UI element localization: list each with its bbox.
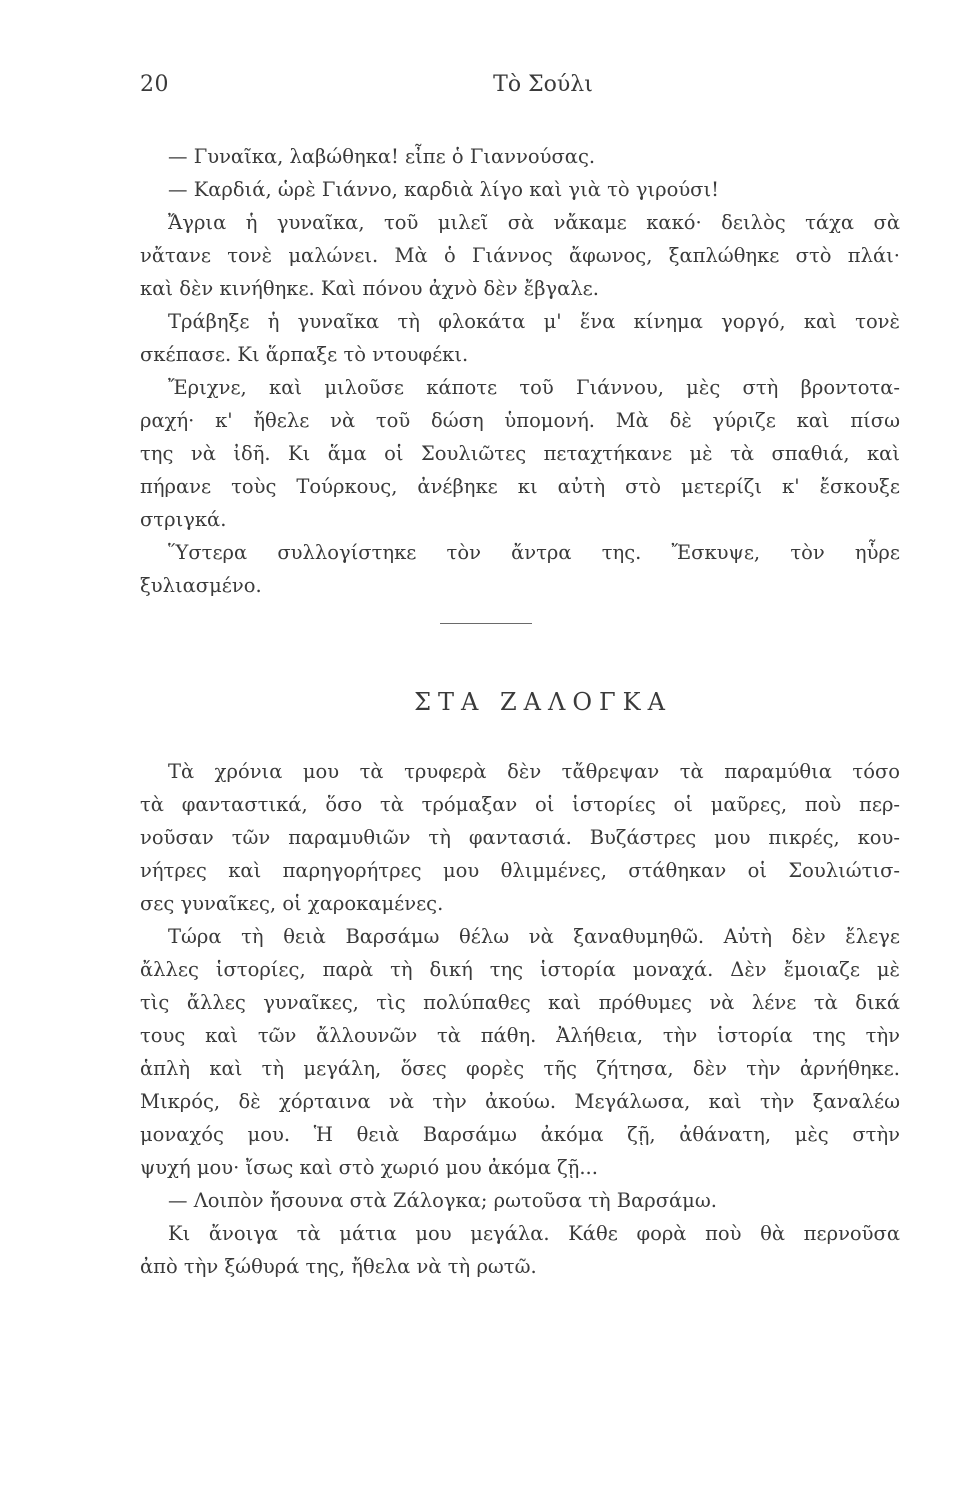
text-line: ψυχή μου· ἴσως καὶ στὸ χωριό μου ἀκόμα ζῇ...: [140, 1156, 598, 1179]
text-line: Κι ἄνοιγα τὰ μάτια μου μεγάλα. Κάθε φορὰ ποὺ θὰ περνοῦσα: [168, 1222, 900, 1245]
text-line: πήρανε τοὺς Τούρκους, ἀνέβηκε κι αὐτὴ στὸ μετερίζι κ' ἔσκουξε: [140, 475, 900, 498]
text-line: νοῦσαν τῶν παραμυθιῶν τὴ φαντασιά. Βυζάστρες μου πικρές, κου-: [140, 826, 900, 849]
text-line: ραχή· κ' ἤθελε νὰ τοῦ δώση ὑπομονή. Μὰ δὲ γύριζε καὶ πίσω: [140, 409, 900, 432]
section-divider: [440, 623, 532, 624]
text-line: — Γυναῖκα, λαβώθηκα! εἶπε ὁ Γιαννούσας.: [168, 145, 596, 168]
text-line: νἄτανε τονὲ μαλώνει. Μὰ ὁ Γιάννος ἄφωνος, ξαπλώθηκε στὸ πλάι·: [140, 244, 900, 267]
text-line: ἀπὸ τὴν ξώθυρά της, ἤθελα νὰ τὴ ρωτῶ.: [140, 1255, 537, 1278]
text-line: τὶς ἄλλες γυναῖκες, τὶς πολύπαθες καὶ πρόθυμες νὰ λένε τὰ δικά: [140, 991, 900, 1014]
section-2-text: [140, 755, 900, 1283]
section-1-text: [140, 140, 900, 602]
page-number: 20: [140, 72, 169, 97]
running-title: Τὸ Σούλι: [493, 72, 593, 97]
text-line: τους καὶ τῶν ἄλλουνῶν τὰ πάθη. Ἀλήθεια, τὴν ἱστορία της τὴν: [140, 1024, 900, 1047]
text-line: — Καρδιά, ὡρὲ Γιάννο, καρδιὰ λίγο καὶ γιὰ τὸ γιρούσι!: [168, 178, 719, 201]
text-line: Τὰ χρόνια μου τὰ τρυφερὰ δὲν τἄθρεψαν τὰ παραμύθια τόσο: [168, 760, 900, 783]
text-line: Ἄγρια ἡ γυναῖκα, τοῦ μιλεῖ σὰ νἄκαμε κακό· δειλὸς τάχα σὰ: [168, 211, 900, 234]
text-line: τὰ φανταστικά, ὅσο τὰ τρόμαξαν οἱ ἱστορίες οἱ μαῦρες, ποὺ περ-: [140, 793, 900, 816]
text-line: Ἔριχνε, καὶ μιλοῦσε κάποτε τοῦ Γιάννου, μὲς στὴ βροντοτα-: [168, 376, 900, 399]
text-line: Τώρα τὴ θειὰ Βαρσάμω θέλω νὰ ξαναθυμηθῶ. Αὐτὴ δὲν ἔλεγε: [168, 925, 900, 948]
text-line: Μικρός, δὲ χόρταινα νὰ τὴν ἀκούω. Μεγάλωσα, καὶ τὴν ξαναλέω: [140, 1090, 900, 1113]
text-line: μοναχός μου. Ἡ θειὰ Βαρσάμω ἀκόμα ζῇ, ἀθάνατη, μὲς στὴν: [140, 1123, 900, 1146]
text-line: Ὕστερα συλλογίστηκε τὸν ἄντρα της. Ἔσκυψε, τὸν ηὗρε: [168, 541, 900, 564]
text-line: Τράβηξε ἡ γυναῖκα τὴ φλοκάτα μ' ἕνα κίνημα γοργό, καὶ τονὲ: [168, 310, 900, 333]
text-line: ἄλλες ἱστορίες, παρὰ τὴ δική της ἱστορία μοναχά. Δὲν ἔμοιαζε μὲ: [140, 958, 900, 981]
text-line: της νὰ ἰδῆ. Κι ἅμα οἱ Σουλιῶτες πεταχτήκανε μὲ τὰ σπαθιά, καὶ: [140, 442, 900, 465]
text-line: νήτρες καὶ παρηγορήτρες μου θλιμμένες, στάθηκαν οἱ Σουλιώτισ-: [140, 859, 900, 882]
text-line: στριγκά.: [140, 508, 227, 531]
text-line: καὶ δὲν κινήθηκε. Καὶ πόνου ἀχνὸ δὲν ἔβγαλε.: [140, 277, 599, 300]
text-line: ξυλιασμένο.: [140, 574, 262, 597]
text-line: ἁπλὴ καὶ τὴ μεγάλη, ὅσες φορὲς τῆς ζήτησα, δὲν τὴν ἀρνήθηκε.: [140, 1057, 900, 1080]
text-line: σκέπασε. Κι ἅρπαξε τὸ ντουφέκι.: [140, 343, 469, 366]
section-heading: ΣΤΑ ΖΑΛΟΓΚΑ: [414, 688, 672, 716]
text-line: — Λοιπὸν ἤσουνα στὰ Ζάλογκα; ρωτοῦσα τὴ Βαρσάμω.: [168, 1189, 717, 1212]
text-line: σες γυναῖκες, οἱ χαροκαμένες.: [140, 892, 444, 915]
